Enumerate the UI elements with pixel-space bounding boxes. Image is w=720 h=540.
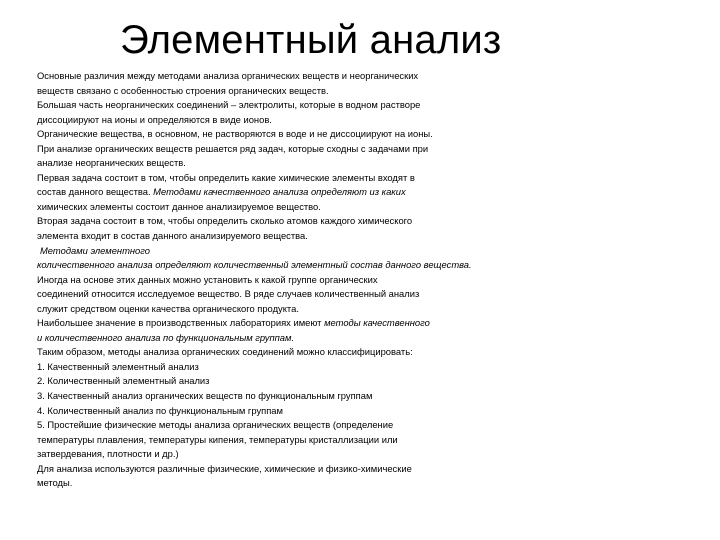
text-line: анализе неорганических веществ. — [37, 157, 186, 169]
italic-text-segment: количественного анализа определяют количественный элементный состав данного вещества. — [37, 259, 472, 271]
text-line: Органические вещества, в основном, не растворяются в воде и не диссоциируют на ионы. — [37, 128, 433, 140]
italic-text-segment: методы качественного — [324, 317, 430, 329]
slide-title: Элементный анализ — [120, 18, 502, 62]
text-line — [37, 185, 677, 200]
italic-text-segment: Методами элементного — [40, 244, 150, 256]
text-line: Таким образом, методы анализа органических соединений можно классифицировать: — [37, 346, 413, 358]
text-line: Большая часть неорганических соединений – электролиты, которые в водном растворе — [37, 99, 421, 111]
text-line: диссоциируют на ионы и определяются в виде ионов. — [37, 113, 272, 125]
text-line: 3. Качественный анализ органических веществ по функциональным группам — [37, 390, 373, 402]
text-line: температуры плавления, температуры кипения, температуры кристаллизации или — [37, 433, 398, 445]
text-line: 5. Простейшие физические методы анализа органических веществ (определение — [37, 419, 394, 431]
text-line: служит средством оценки качества органического продукта. — [37, 302, 299, 314]
text-line: Иногда на основе этих данных можно установить к какой группе органических — [37, 273, 378, 285]
text-line — [37, 331, 677, 346]
text-line: Первая задача состоит в том, чтобы определить какие химические элементы входят в — [37, 171, 415, 183]
text-line: При анализе органических веществ решается ряд задач, которые сходны с задачами при — [37, 142, 429, 154]
text-line: соединений относится исследуемое вещество. В ряде случаев количественный анализ — [37, 288, 420, 300]
text-segment: состав данного вещества. — [37, 186, 154, 198]
text-line — [37, 258, 677, 273]
text-line: химических элементы состоит данное анализируемое вещество. — [37, 200, 321, 212]
text-line: Вторая задача состоит в том, чтобы определить сколько атомов каждого химического — [37, 215, 413, 227]
text-line: веществ связано с особенностью строения органических веществ. — [37, 84, 329, 96]
text-line: Для анализа используются различные физические, химические и физико-химические — [37, 462, 412, 474]
text-line — [37, 244, 677, 259]
text-segment: Наибольшее значение в производственных лабораториях имеют — [37, 317, 325, 329]
text-line: элемента входит в состав данного анализируемого вещества. — [37, 230, 308, 242]
italic-text-segment: и количественного анализа по функциональным группам. — [37, 331, 295, 343]
text-line: 4. Количественный анализ по функциональным группам — [37, 404, 283, 416]
text-line: методы. — [37, 477, 73, 489]
text-line: 2. Количественный элементный анализ — [37, 375, 210, 387]
italic-text-segment: Методами качественного анализа определяют из каких — [153, 186, 406, 198]
text-line: Основные различия между методами анализа органических веществ и неорганических — [37, 70, 419, 81]
text-line: 1. Качественный элементный анализ — [37, 360, 199, 372]
slide-body-text — [37, 69, 677, 491]
text-line — [37, 316, 677, 331]
text-line: затвердевания, плотности и др.) — [37, 448, 179, 460]
